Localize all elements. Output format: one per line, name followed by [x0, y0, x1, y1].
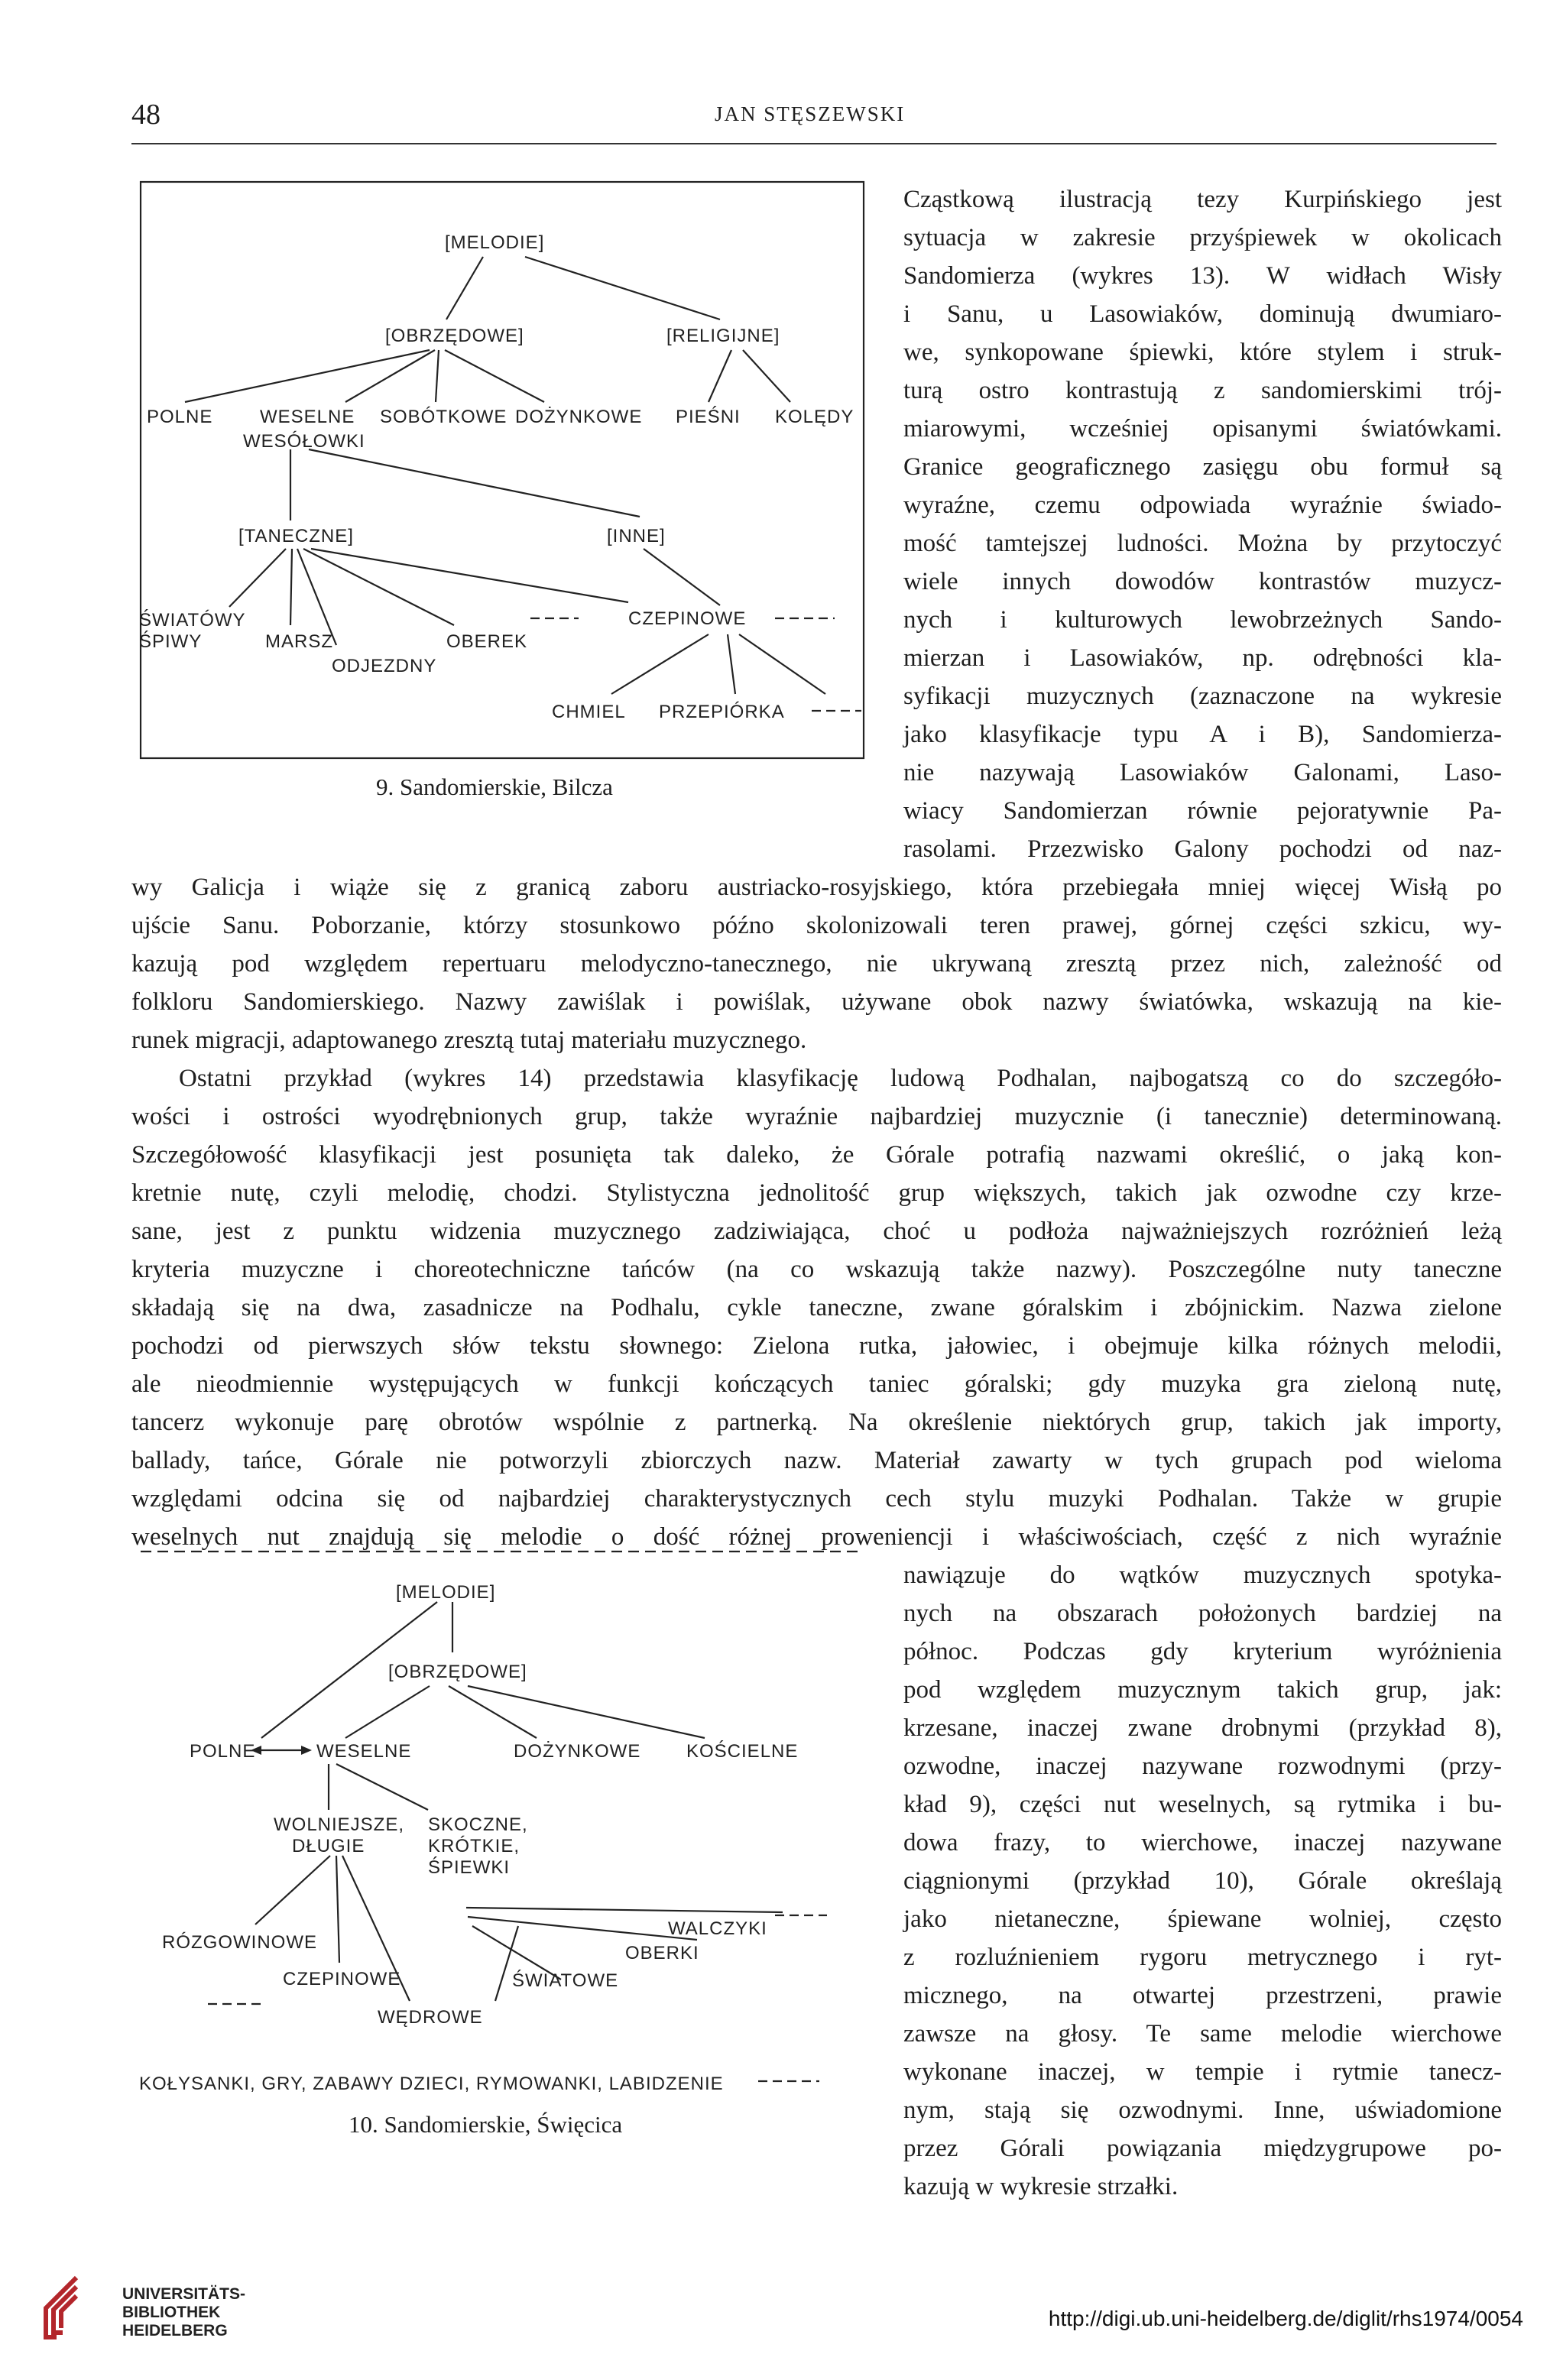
text-line: wykonane inaczej, w tempie i rytmie tanecz-	[903, 2058, 1502, 2086]
text-line: kryteria muzyczne i choreotechniczne tańców (na co wskazują także nazwy). Poszczególne nuty taneczne	[131, 1256, 1502, 1283]
text-line: pochodzi od pierwszych słów tekstu słownego: Zielona rutka, jałowiec, i obejmuje kilka różnych melodii,	[131, 1332, 1502, 1360]
text-line: składają się na dwa, zasadnicze na Podhalu, cykle taneczne, zwane góralskim i zbójnickim. Nazwa zielone	[131, 1294, 1502, 1321]
library-name-line-3: HEIDELBERG	[122, 2322, 228, 2339]
text-line: względami odcina się od najbardziej charakterystycznych cech stylu muzyki Podhalan. Także w grupie	[131, 1485, 1502, 1513]
fig10-wolniejsze: WOLNIEJSZE,	[274, 1814, 405, 1835]
fig9-wesolowki: WESÓŁOWKI	[243, 431, 365, 452]
text-line: kazują w wykresie strzałki.	[903, 2173, 1179, 2200]
text-line: wiele innych dowodów kontrastów muzycz-	[903, 568, 1502, 595]
text-line: Ostatni przykład (wykres 14) przedstawia klasyfikację ludową Podhalan, najbogatszą co do szczegóło-	[179, 1065, 1502, 1092]
text-line: mość tamtejszej ludności. Można by przytoczyć	[903, 530, 1502, 557]
page-number: 48	[131, 99, 161, 131]
library-name-line-1: UNIVERSITÄTS-	[122, 2285, 246, 2303]
text-line: kazują pod względem repertuaru melodyczno-tanecznego, nie ukrywaną zresztą przez nich, zależność od	[131, 950, 1502, 978]
figure-9-caption: 9. Sandomierskie, Bilcza	[376, 773, 613, 800]
fig9-czepinowe: CZEPINOWE	[628, 608, 747, 629]
fig10-bottom-row: KOŁYSANKI, GRY, ZABAWY DZIECI, RYMOWANKI, LABIDZENIE	[139, 2074, 724, 2094]
text-line: wyraźne, czemu odpowiada wyraźnie świado-	[903, 491, 1502, 519]
fig10-melodie: [MELODIE]	[396, 1582, 496, 1603]
text-line: mierzan i Lasowiaków, np. odrębności kla-	[903, 644, 1502, 672]
text-line: nych na obszarach położonych bardziej na	[903, 1600, 1502, 1627]
text-line: kretnie nutę, czyli melodię, chodzi. Stylistyczna jednolitość grup większych, takich jak ozwodne czy krze-	[131, 1179, 1502, 1207]
fig9-polne: POLNE	[147, 407, 213, 427]
text-line: wy Galicja i wiąże się z granicą zaboru austriacko-rosyjskiego, która przebiegała mniej więcej Wisłą po	[131, 874, 1502, 901]
fig9-spiwy: ŚPIWY	[139, 631, 203, 652]
text-line: jako klasyfikacje typu A i B), Sandomierza-	[903, 721, 1502, 748]
text-line: nawiązuje do wątków muzycznych spotyka-	[903, 1561, 1502, 1589]
fig10-czepinowe: CZEPINOWE	[283, 1969, 401, 1989]
library-name-line-2: BIBLIOTHEK	[122, 2304, 221, 2321]
text-line: zawsze na głosy. Te same melodie wierchowe	[903, 2020, 1502, 2048]
text-line: we, synkopowane śpiewki, które stylem i struk-	[903, 339, 1502, 366]
fig9-chmiel: CHMIEL	[552, 702, 626, 722]
text-line: północ. Podczas gdy kryterium wyróżnienia	[903, 1638, 1502, 1665]
text-line: nie nazywają Lasowiaków Galonami, Laso-	[903, 759, 1502, 786]
text-line: nych i kulturowych lewobrzeżnych Sando-	[903, 606, 1502, 634]
text-line: sytuacja w zakresie przyśpiewek w okolicach	[903, 224, 1502, 251]
text-line: ujście Sanu. Poborzanie, którzy stosunkowo późno skolonizowali teren prawej, górnej części szkicu, wy-	[131, 912, 1502, 939]
text-line: nym, stają się ozwodnymi. Inne, uświadomione	[903, 2096, 1502, 2124]
text-line: z rozluźnieniem rygoru metrycznego i ryt-	[903, 1944, 1502, 1971]
fig10-wedrowe: WĘDROWE	[378, 2007, 483, 2028]
text-line: rasolami. Przezwisko Galony pochodzi od naz-	[903, 835, 1502, 863]
library-emblem-icon	[31, 2273, 84, 2342]
fig10-koscielne: KOŚCIELNE	[686, 1741, 799, 1762]
fig10-oberki: OBERKI	[625, 1943, 699, 1963]
figure-9-diagram	[139, 180, 865, 761]
text-line: ozwodne, inaczej nazywane rozwodnymi (przy-	[903, 1753, 1502, 1780]
text-line: przez Górali powiązania międzygrupowe po-	[903, 2135, 1502, 2162]
text-line: weselnych nut znajdują się melodie o dość różnej proweniencji i właściwościach, część z nich wyraźnie	[131, 1523, 1502, 1551]
text-line: pod względem muzycznym takich grup, jak:	[903, 1676, 1502, 1704]
fig9-weselne: WESELNE	[260, 407, 355, 427]
text-line: sane, jest z punktu widzenia muzycznego zadziwiająca, choć u podłoża najważniejszych rozróżnień leżą	[131, 1218, 1502, 1245]
text-line: wiacy Sandomierzan równie pejoratywnie Pa-	[903, 797, 1502, 825]
text-line: folkloru Sandomierskiego. Nazwy zawiślak i powiślak, używane obok nazwy światówka, wskazują na kie-	[131, 988, 1502, 1016]
fig9-piesni: PIEŚNI	[676, 407, 741, 427]
fig9-swiatowy: ŚWIATÓWY	[139, 610, 246, 631]
header-rule	[131, 143, 1497, 144]
text-line: i Sanu, u Lasowiaków, dominują dwumiaro-	[903, 300, 1502, 328]
fig9-marsz: MARSZ	[265, 631, 333, 652]
fig10-dlugie: DŁUGIE	[292, 1836, 365, 1856]
fig9-inne: [INNE]	[607, 526, 666, 546]
text-line: miarowymi, wcześniej opisanymi światówkami.	[903, 415, 1502, 443]
fig10-dozynkowe: DOŻYNKOWE	[514, 1741, 641, 1762]
text-line: Sandomierza (wykres 13). W widłach Wisły	[903, 262, 1502, 290]
text-line: jako nietaneczne, śpiewane wolniej, często	[903, 1905, 1502, 1933]
fig9-koledy: KOLĘDY	[775, 407, 854, 427]
fig10-skoczne: SKOCZNE,	[428, 1814, 528, 1835]
fig10-weselne: WESELNE	[316, 1741, 412, 1762]
text-line: dowa frazy, to wierchowe, inaczej nazywane	[903, 1829, 1502, 1856]
fig10-rozgowinowe: RÓZGOWINOWE	[162, 1932, 317, 1953]
fig9-odjezdny: ODJEZDNY	[332, 656, 437, 676]
source-url-link[interactable]: http://digi.ub.uni-heidelberg.de/diglit/rhs1974/0054	[1048, 2307, 1523, 2330]
fig9-dozynkowe: DOŻYNKOWE	[515, 407, 643, 427]
fig10-walczyki: WALCZYKI	[668, 1918, 767, 1939]
fig9-taneczne: [TANECZNE]	[238, 526, 354, 546]
text-line: micznego, na otwartej przestrzeni, prawie	[903, 1982, 1502, 2009]
fig9-przepiorka: PRZEPIÓRKA	[659, 702, 785, 722]
fig10-polne: POLNE	[190, 1741, 256, 1762]
text-line: ballady, tańce, Górale nie potworzyli zbiorczych nazw. Materiał zawarty w tych grupach pod wieloma	[131, 1447, 1502, 1474]
running-header-author: JAN STĘSZEWSKI	[715, 102, 906, 125]
text-line: syfikacji muzycznych (zaznaczone na wykresie	[903, 683, 1502, 710]
text-line: ciągnionymi (przykład 10), Górale określają	[903, 1867, 1502, 1895]
text-line: ale nieodmiennie występujących w funkcji kończących taniec góralski; gdy muzyka gra zieloną nutę,	[131, 1370, 1502, 1398]
fig9-religijne: [RELIGIJNE]	[666, 326, 780, 346]
text-line: krzesane, inaczej zwane drobnymi (przykład 8),	[903, 1714, 1502, 1742]
fig10-spiewki: ŚPIEWKI	[428, 1857, 511, 1878]
fig9-melodie: [MELODIE]	[445, 232, 545, 253]
text-line: Cząstkową ilustracją tezy Kurpińskiego jest	[903, 186, 1502, 213]
text-line: kład 9), części nut weselnych, są rytmika i bu-	[903, 1791, 1502, 1818]
figure-10-diagram	[139, 1550, 865, 2116]
text-line: tancerz wykonuje parę obrotów wspólnie z partnerką. Na określenie niektórych grup, takich jak importy,	[131, 1409, 1502, 1436]
text-line: wości i ostrości wyodrębnionych grup, także wyraźnie najbardziej muzycznie (i tanecznie) determinowaną.	[131, 1103, 1502, 1130]
text-line: Szczegółowość klasyfikacji jest posunięta tak daleko, że Górale potrafią nazwami określić, o jaką kon-	[131, 1141, 1502, 1169]
library-logo	[31, 2273, 336, 2342]
fig10-obrzedowe: [OBRZĘDOWE]	[388, 1662, 527, 1682]
fig9-obrzedowe: [OBRZĘDOWE]	[385, 326, 524, 346]
text-line: turą ostro kontrastują z sandomierskimi trój-	[903, 377, 1502, 404]
fig10-krotkie: KRÓTKIE,	[428, 1836, 520, 1856]
fig9-sobotkowe: SOBÓTKOWE	[380, 407, 507, 427]
fig9-oberek: OBEREK	[446, 631, 528, 652]
text-line: runek migracji, adaptowanego zresztą tutaj materiału muzycznego.	[131, 1026, 807, 1054]
figure-10-caption: 10. Sandomierskie, Święcica	[349, 2111, 623, 2138]
fig10-swiatowe: ŚWIATOWE	[512, 1970, 619, 1991]
text-line: Granice geograficznego zasięgu obu formuł są	[903, 453, 1502, 481]
